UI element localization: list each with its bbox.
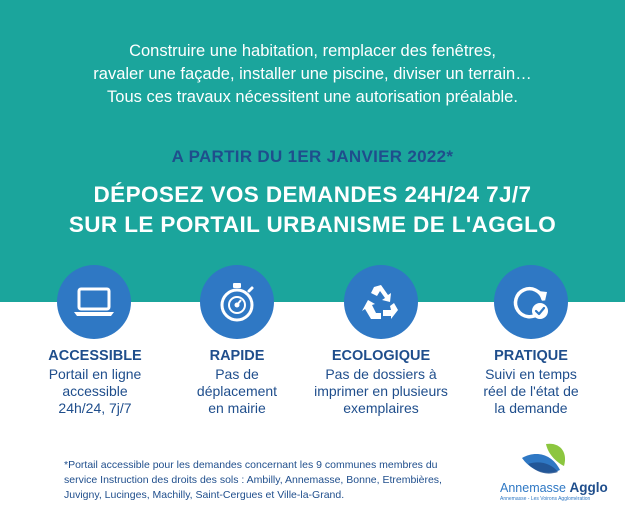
headline-line-2: SUR LE PORTAIL URBANISME DE L'AGGLO bbox=[68, 212, 557, 237]
feature-text: Pas de dossiers à bbox=[325, 366, 437, 382]
feature-title: RAPIDE bbox=[209, 348, 265, 364]
feature-title: ACCESSIBLE bbox=[48, 348, 142, 364]
laptop-icon bbox=[57, 265, 131, 339]
feature-ecologique bbox=[311, 348, 451, 417]
feature-text: réel de l'état de bbox=[483, 383, 579, 399]
intro-line-1: Construire une habitation, remplacer des fenêtres, bbox=[129, 42, 496, 60]
feature-pratique bbox=[461, 348, 601, 417]
feature-text: déplacement bbox=[196, 383, 278, 399]
logo-name-bold: Agglo bbox=[569, 480, 608, 495]
recycle-icon bbox=[344, 265, 418, 339]
logo-mark-icon bbox=[518, 440, 578, 480]
feature-text: 24h/24, 7j/7 bbox=[58, 400, 132, 416]
feature-text: en mairie bbox=[208, 400, 266, 416]
logo-name bbox=[500, 480, 608, 495]
feature-text: Pas de bbox=[215, 366, 259, 382]
intro-text bbox=[0, 40, 625, 109]
logo-subtitle: Annemasse - Les Voirons Agglomération bbox=[500, 496, 591, 502]
refresh-check-icon bbox=[494, 265, 568, 339]
feature-text: Portail en ligne bbox=[48, 366, 142, 382]
feature-text: accessible bbox=[62, 383, 128, 399]
stopwatch-icon bbox=[200, 265, 274, 339]
feature-text: imprimer en plusieurs bbox=[314, 383, 448, 399]
feature-rapide bbox=[167, 348, 307, 417]
feature-title: PRATIQUE bbox=[494, 348, 568, 364]
feature-title: ECOLOGIQUE bbox=[331, 348, 431, 364]
footnote bbox=[64, 458, 484, 503]
intro-line-2: ravaler une façade, installer une piscine, diviser un terrain… bbox=[93, 65, 532, 83]
headline-line-1: DÉPOSEZ VOS DEMANDES 24H/24 7J/7 bbox=[93, 182, 532, 207]
logo-name-light: Annemasse bbox=[500, 481, 567, 495]
feature-text: la demande bbox=[494, 400, 568, 416]
footnote-line-1: *Portail accessible pour les demandes concernant les 9 communes membres du bbox=[64, 459, 438, 471]
footnote-line-3: Juvigny, Lucinges, Machilly, Saint-Cergues et Ville-la-Grand. bbox=[64, 489, 345, 501]
feature-text: exemplaires bbox=[343, 400, 419, 416]
annemasse-agglo-logo bbox=[500, 440, 608, 520]
headline bbox=[0, 180, 625, 240]
feature-text: Suivi en temps bbox=[485, 366, 577, 382]
footnote-line-2: service Instruction des droits des sols : Ambilly, Annemasse, Bonne, Etrembières, bbox=[64, 474, 442, 486]
feature-accessible bbox=[25, 348, 165, 417]
date-line: A PARTIR DU 1ER JANVIER 2022* bbox=[171, 147, 454, 166]
intro-line-3: Tous ces travaux nécessitent une autorisation préalable. bbox=[107, 88, 518, 106]
